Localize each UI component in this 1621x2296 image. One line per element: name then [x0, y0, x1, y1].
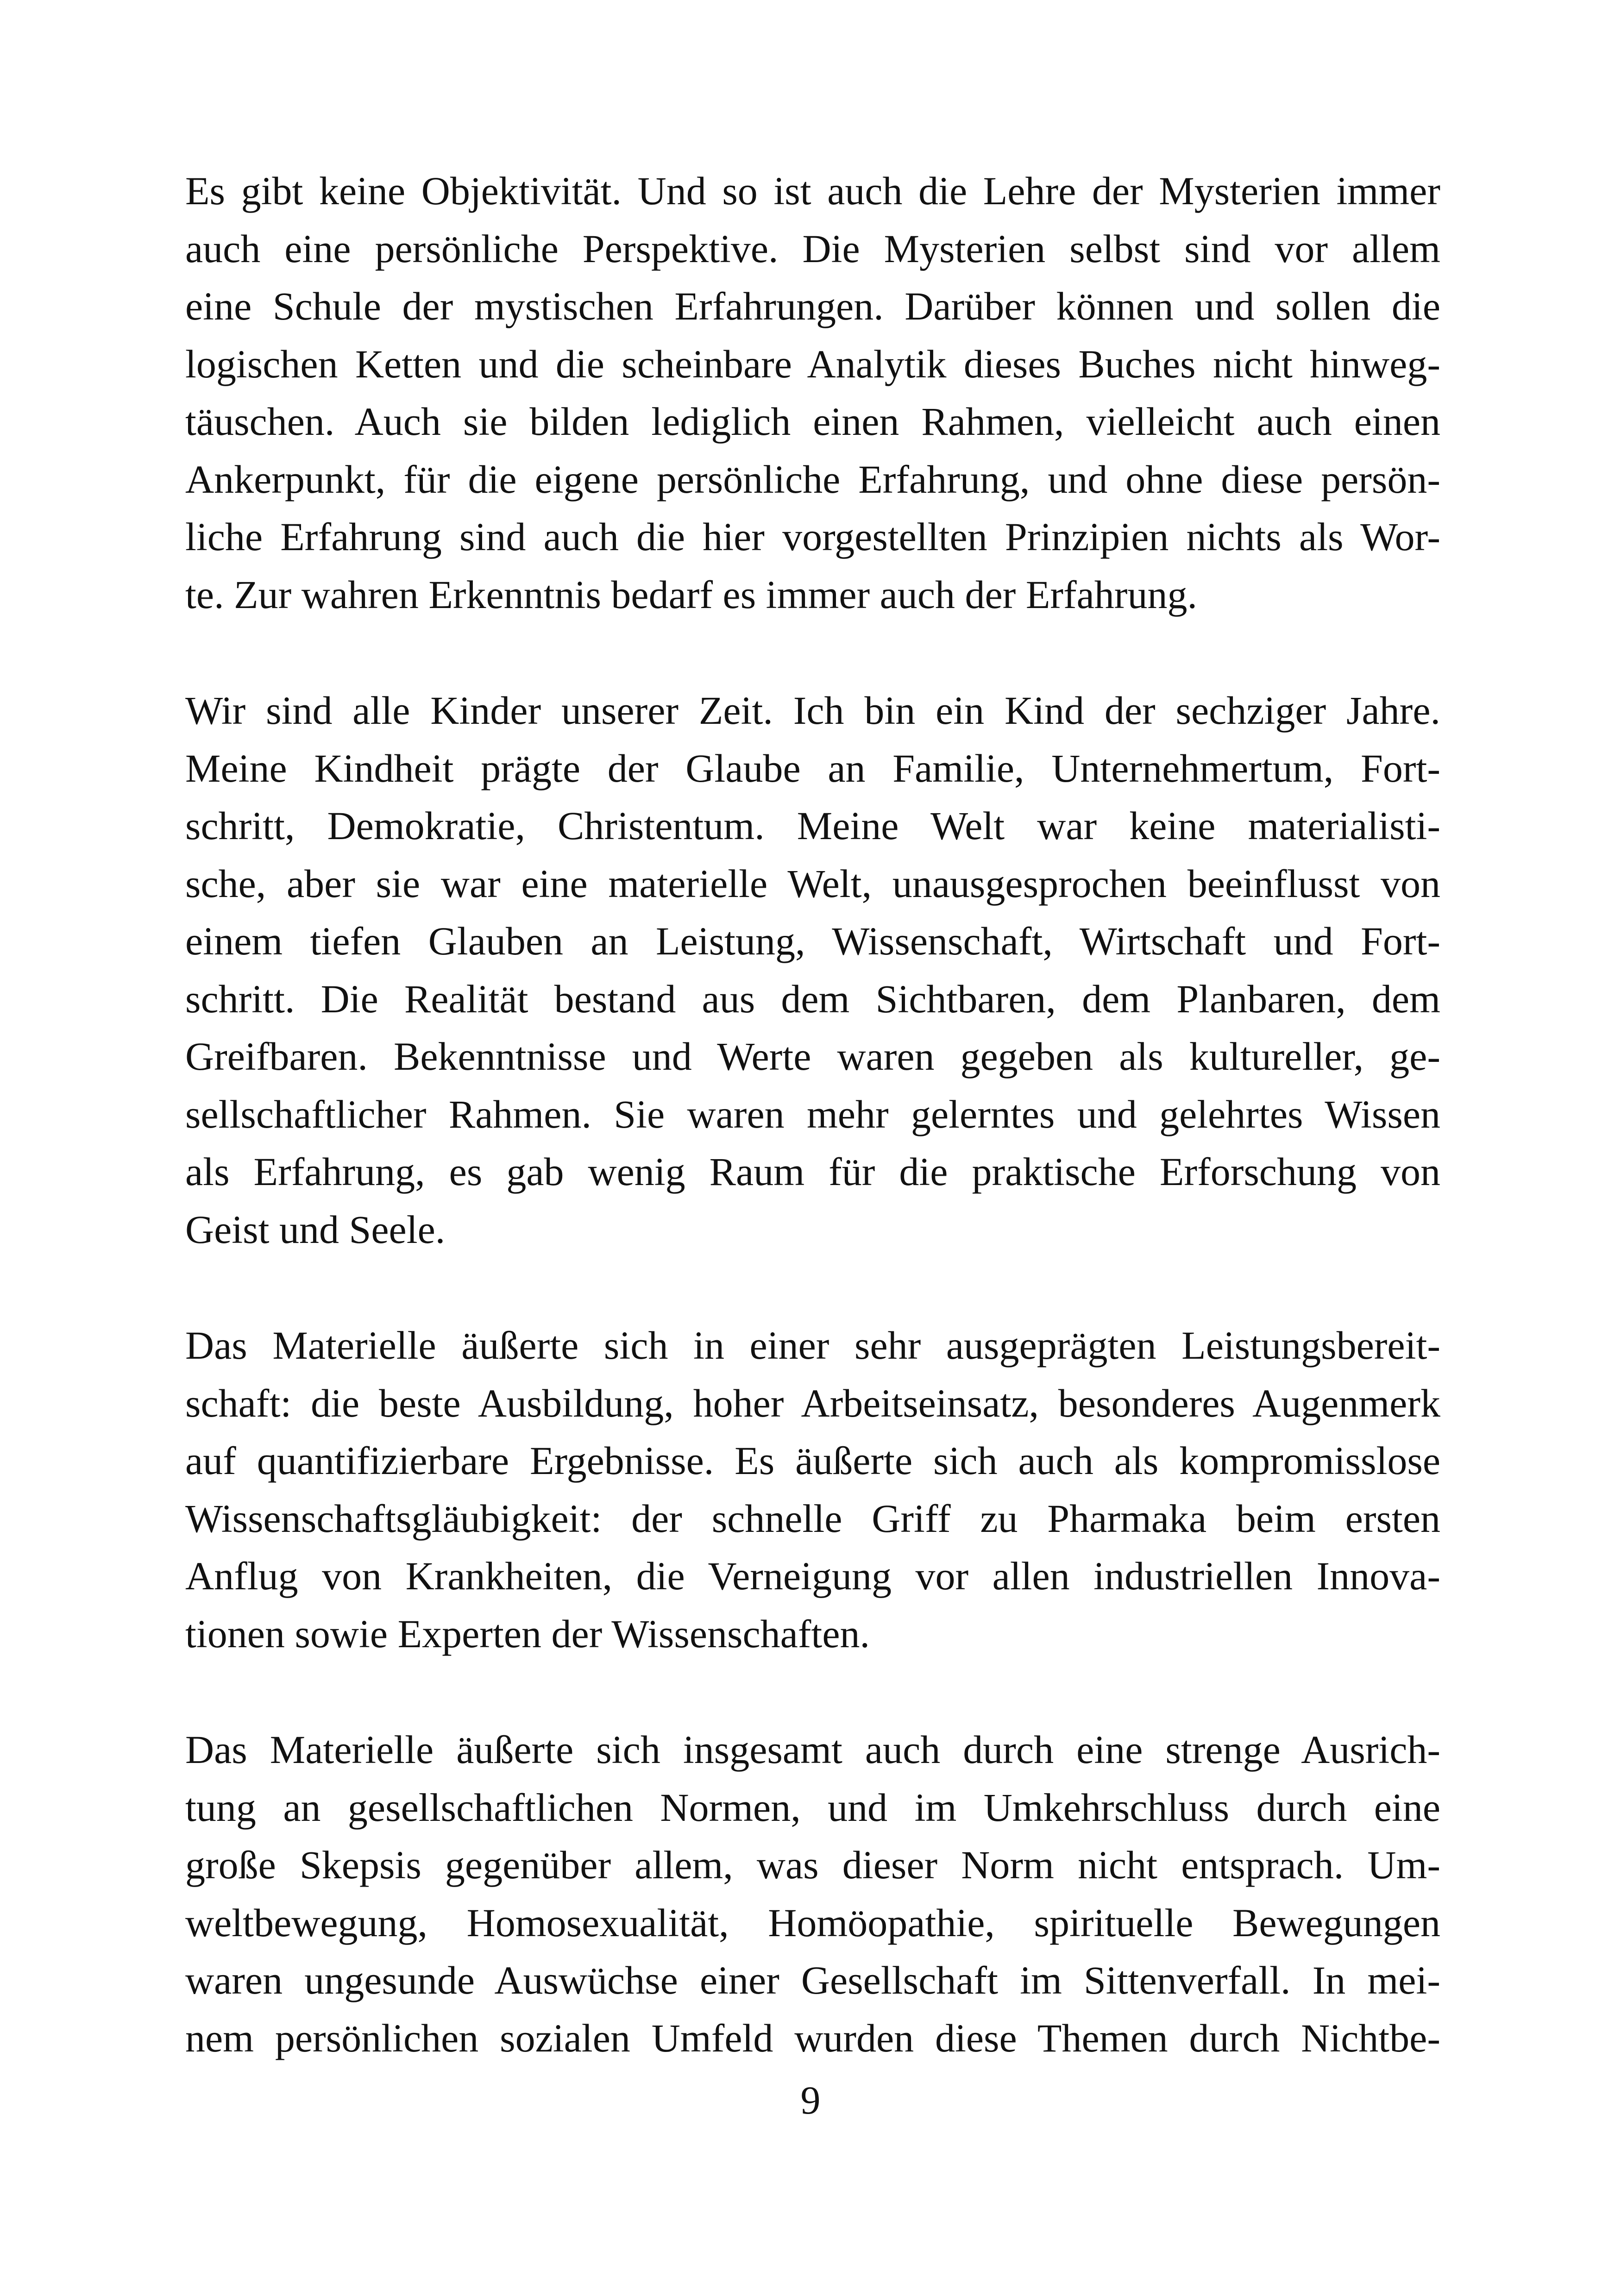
- text-line: liche Erfahrung sind auch die hier vorgestellten Prinzipien nichts als Wor-: [185, 514, 1440, 559]
- text-line: Es gibt keine Objektivität. Und so ist auch die Lehre der Mysterien immer: [185, 169, 1440, 213]
- text-line: tionen sowie Experten der Wissenschaften.: [185, 1611, 870, 1656]
- text-line: Meine Kindheit prägte der Glaube an Familie, Unternehmertum, Fort-: [185, 746, 1440, 790]
- text-line: Ankerpunkt, für die eigene persönliche Erfahrung, und ohne diese persön-: [185, 457, 1440, 502]
- text-line: schaft: die beste Ausbildung, hoher Arbeitseinsatz, besonderes Augenmerk: [185, 1380, 1440, 1425]
- text-line: große Skepsis gegenüber allem, was dieser Norm nicht entsprach. Um-: [185, 1843, 1440, 1887]
- text-line: Das Materielle äußerte sich in einer sehr ausgeprägten Leistungsbereit-: [185, 1323, 1440, 1368]
- text-line: täuschen. Auch sie bilden lediglich einen Rahmen, vielleicht auch einen: [185, 399, 1440, 444]
- paragraph-3: [185, 1317, 1440, 1662]
- paragraph-2: [185, 682, 1440, 1258]
- text-line: sellschaftlicher Rahmen. Sie waren mehr gelerntes und gelehrtes Wissen: [185, 1092, 1440, 1136]
- paragraph-1: [185, 162, 1440, 623]
- paragraph-4: [185, 1721, 1440, 2067]
- text-line: Greifbaren. Bekenntnisse und Werte waren gegeben als kultureller, ge-: [185, 1034, 1440, 1079]
- text-line: schritt, Demokratie, Christentum. Meine Welt war keine materialisti-: [185, 803, 1440, 848]
- text-line: Anflug von Krankheiten, die Verneigung vor allen industriellen Innova-: [185, 1554, 1440, 1598]
- text-line: einem tiefen Glauben an Leistung, Wissenschaft, Wirtschaft und Fort-: [185, 919, 1440, 963]
- text-line: te. Zur wahren Erkenntnis bedarf es immer auch der Erfahrung.: [185, 572, 1197, 617]
- text-line: schritt. Die Realität bestand aus dem Sichtbaren, dem Planbaren, dem: [185, 976, 1440, 1021]
- text-line: eine Schule der mystischen Erfahrungen. Darüber können und sollen die: [185, 284, 1440, 328]
- text-line: Wissenschaftsgläubigkeit: der schnelle Griff zu Pharmaka beim ersten: [185, 1496, 1440, 1541]
- text-line: Geist und Seele.: [185, 1207, 446, 1252]
- text-line: weltbewegung, Homosexualität, Homöopathie, spirituelle Bewegungen: [185, 1900, 1440, 1945]
- text-line: Wir sind alle Kinder unserer Zeit. Ich bin ein Kind der sechziger Jahre.: [185, 688, 1440, 733]
- body-text: [185, 162, 1440, 2125]
- text-line: auf quantifizierbare Ergebnisse. Es äußerte sich auch als kompromisslose: [185, 1438, 1440, 1483]
- text-line: logischen Ketten und die scheinbare Analytik dieses Buches nicht hinweg-: [185, 341, 1440, 386]
- text-line: auch eine persönliche Perspektive. Die Mysterien selbst sind vor allem: [185, 226, 1440, 271]
- text-line: sche, aber sie war eine materielle Welt, unausgesprochen beeinflusst von: [185, 861, 1440, 906]
- text-line: als Erfahrung, es gab wenig Raum für die praktische Erforschung von: [185, 1149, 1440, 1194]
- text-line: nem persönlichen sozialen Umfeld wurden diese Themen durch Nichtbe-: [185, 2015, 1440, 2060]
- text-line: Das Materielle äußerte sich insgesamt auch durch eine strenge Ausrich-: [185, 1727, 1440, 1772]
- text-line: waren ungesunde Auswüchse einer Gesellschaft im Sittenverfall. In mei-: [185, 1958, 1440, 2002]
- text-line: tung an gesellschaftlichen Normen, und im Umkehrschluss durch eine: [185, 1785, 1440, 1830]
- page-number: 9: [800, 2078, 821, 2122]
